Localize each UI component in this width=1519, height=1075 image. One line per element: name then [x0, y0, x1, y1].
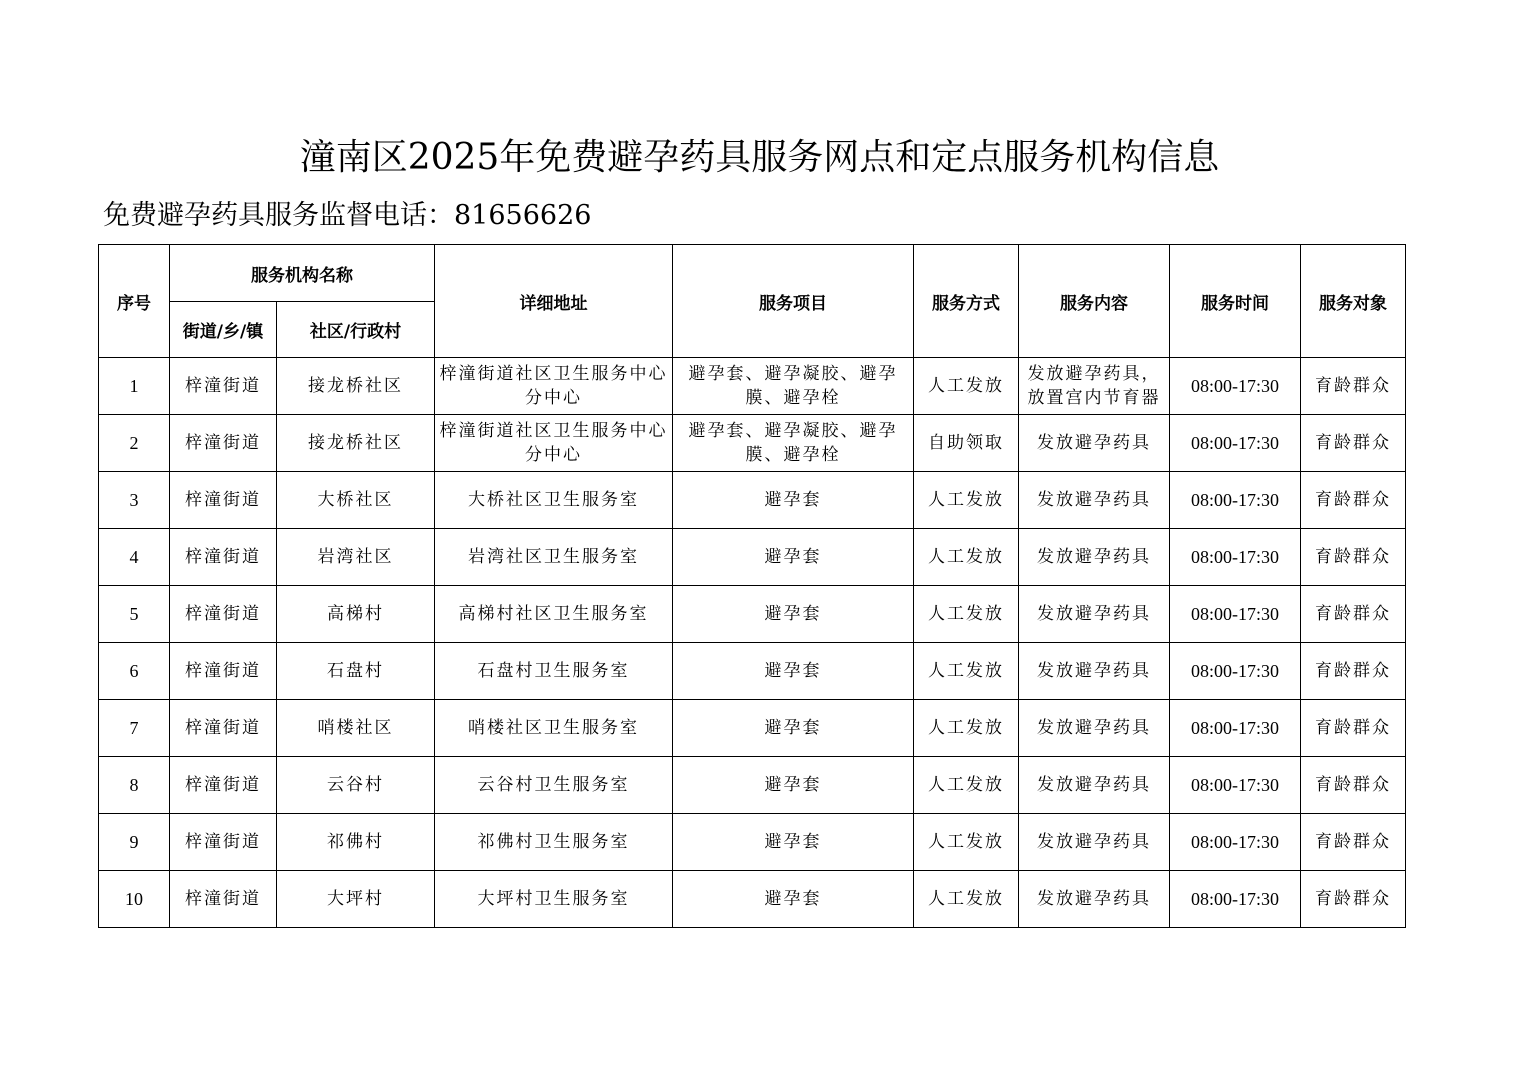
cell-community: 接龙桥社区: [277, 415, 435, 472]
cell-items: 避孕套: [673, 643, 914, 700]
cell-time: 08:00-17:30: [1170, 472, 1301, 529]
cell-index: 6: [99, 643, 170, 700]
cell-method: 人工发放: [914, 358, 1019, 415]
cell-street: 梓潼街道: [170, 757, 277, 814]
cell-index: 7: [99, 700, 170, 757]
cell-street: 梓潼街道: [170, 814, 277, 871]
cell-items: 避孕套: [673, 757, 914, 814]
cell-street: 梓潼街道: [170, 871, 277, 928]
cell-target: 育龄群众: [1301, 472, 1406, 529]
cell-address: 祁佛村卫生服务室: [435, 814, 673, 871]
cell-content: 发放避孕药具: [1019, 700, 1170, 757]
cell-items: 避孕套: [673, 586, 914, 643]
cell-community: 高梯村: [277, 586, 435, 643]
cell-items: 避孕套、避孕凝胶、避孕膜、避孕栓: [673, 358, 914, 415]
cell-target: 育龄群众: [1301, 757, 1406, 814]
cell-community: 大桥社区: [277, 472, 435, 529]
cell-community: 云谷村: [277, 757, 435, 814]
table-row: [99, 358, 1406, 415]
cell-community: 接龙桥社区: [277, 358, 435, 415]
cell-content: 发放避孕药具: [1019, 415, 1170, 472]
cell-items: 避孕套: [673, 529, 914, 586]
cell-content: 发放避孕药具: [1019, 529, 1170, 586]
cell-index: 4: [99, 529, 170, 586]
cell-method: 人工发放: [914, 814, 1019, 871]
cell-target: 育龄群众: [1301, 643, 1406, 700]
table-body: [99, 358, 1406, 928]
cell-method: 人工发放: [914, 472, 1019, 529]
cell-target: 育龄群众: [1301, 586, 1406, 643]
cell-method: 人工发放: [914, 586, 1019, 643]
cell-index: 2: [99, 415, 170, 472]
cell-community: 岩湾社区: [277, 529, 435, 586]
table-row: [99, 814, 1406, 871]
cell-time: 08:00-17:30: [1170, 415, 1301, 472]
cell-index: 8: [99, 757, 170, 814]
header-content: 服务内容: [1019, 245, 1170, 358]
cell-address: 云谷村卫生服务室: [435, 757, 673, 814]
header-time: 服务时间: [1170, 245, 1301, 358]
cell-time: 08:00-17:30: [1170, 757, 1301, 814]
table-row: [99, 643, 1406, 700]
header-community: 社区/行政村: [277, 302, 435, 358]
cell-method: 人工发放: [914, 700, 1019, 757]
page-title: 潼南区2025年免费避孕药具服务网点和定点服务机构信息: [299, 137, 1220, 178]
cell-target: 育龄群众: [1301, 814, 1406, 871]
cell-address: 石盘村卫生服务室: [435, 643, 673, 700]
table-row: [99, 472, 1406, 529]
cell-address: 梓潼街道社区卫生服务中心分中心: [435, 415, 673, 472]
cell-street: 梓潼街道: [170, 415, 277, 472]
cell-time: 08:00-17:30: [1170, 529, 1301, 586]
cell-index: 1: [99, 358, 170, 415]
cell-address: 梓潼街道社区卫生服务中心分中心: [435, 358, 673, 415]
cell-method: 人工发放: [914, 871, 1019, 928]
header-address: 详细地址: [435, 245, 673, 358]
cell-street: 梓潼街道: [170, 358, 277, 415]
cell-community: 石盘村: [277, 643, 435, 700]
cell-address: 哨楼社区卫生服务室: [435, 700, 673, 757]
cell-content: 发放避孕药具: [1019, 586, 1170, 643]
header-index: 序号: [99, 245, 170, 358]
cell-time: 08:00-17:30: [1170, 871, 1301, 928]
cell-content: 发放避孕药具，放置宫内节育器: [1019, 358, 1170, 415]
cell-content: 发放避孕药具: [1019, 643, 1170, 700]
cell-index: 9: [99, 814, 170, 871]
cell-address: 大坪村卫生服务室: [435, 871, 673, 928]
cell-target: 育龄群众: [1301, 529, 1406, 586]
header-method: 服务方式: [914, 245, 1019, 358]
cell-method: 自助领取: [914, 415, 1019, 472]
cell-time: 08:00-17:30: [1170, 814, 1301, 871]
table-row: [99, 871, 1406, 928]
table-row: [99, 529, 1406, 586]
supervision-hotline: 免费避孕药具服务监督电话：81656626: [103, 200, 592, 231]
cell-method: 人工发放: [914, 757, 1019, 814]
cell-items: 避孕套: [673, 814, 914, 871]
cell-target: 育龄群众: [1301, 871, 1406, 928]
cell-address: 高梯村社区卫生服务室: [435, 586, 673, 643]
cell-address: 大桥社区卫生服务室: [435, 472, 673, 529]
table-row: [99, 586, 1406, 643]
cell-items: 避孕套、避孕凝胶、避孕膜、避孕栓: [673, 415, 914, 472]
table-row: [99, 415, 1406, 472]
service-table: [98, 244, 1406, 928]
cell-street: 梓潼街道: [170, 529, 277, 586]
cell-street: 梓潼街道: [170, 586, 277, 643]
header-items: 服务项目: [673, 245, 914, 358]
cell-items: 避孕套: [673, 472, 914, 529]
cell-index: 3: [99, 472, 170, 529]
cell-content: 发放避孕药具: [1019, 814, 1170, 871]
cell-content: 发放避孕药具: [1019, 871, 1170, 928]
header-org-name: 服务机构名称: [170, 245, 435, 302]
cell-time: 08:00-17:30: [1170, 643, 1301, 700]
cell-content: 发放避孕药具: [1019, 757, 1170, 814]
cell-target: 育龄群众: [1301, 700, 1406, 757]
cell-street: 梓潼街道: [170, 643, 277, 700]
cell-items: 避孕套: [673, 700, 914, 757]
header-target: 服务对象: [1301, 245, 1406, 358]
cell-target: 育龄群众: [1301, 358, 1406, 415]
header-street: 街道/乡/镇: [170, 302, 277, 358]
cell-target: 育龄群众: [1301, 415, 1406, 472]
table-row: [99, 757, 1406, 814]
cell-content: 发放避孕药具: [1019, 472, 1170, 529]
cell-community: 大坪村: [277, 871, 435, 928]
cell-community: 祁佛村: [277, 814, 435, 871]
cell-time: 08:00-17:30: [1170, 700, 1301, 757]
cell-method: 人工发放: [914, 643, 1019, 700]
cell-index: 5: [99, 586, 170, 643]
cell-time: 08:00-17:30: [1170, 586, 1301, 643]
cell-street: 梓潼街道: [170, 472, 277, 529]
cell-address: 岩湾社区卫生服务室: [435, 529, 673, 586]
table-row: [99, 700, 1406, 757]
cell-items: 避孕套: [673, 871, 914, 928]
cell-community: 哨楼社区: [277, 700, 435, 757]
table-header: [99, 245, 1406, 358]
cell-street: 梓潼街道: [170, 700, 277, 757]
cell-index: 10: [99, 871, 170, 928]
cell-method: 人工发放: [914, 529, 1019, 586]
cell-time: 08:00-17:30: [1170, 358, 1301, 415]
